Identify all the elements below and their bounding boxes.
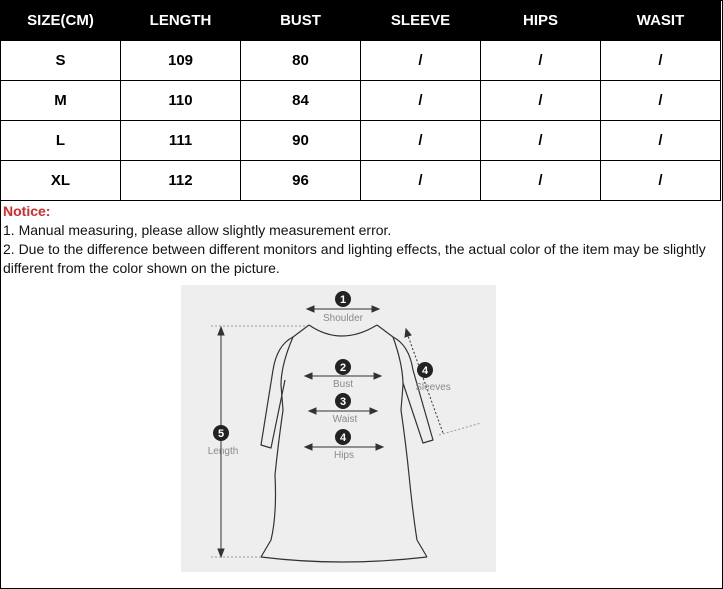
header-bust: BUST bbox=[241, 0, 361, 41]
cell-size: XL bbox=[1, 161, 121, 201]
header-hips: HIPS bbox=[481, 0, 601, 41]
hips-marker bbox=[334, 429, 354, 461]
cell-waist: / bbox=[601, 41, 721, 81]
length-marker bbox=[208, 425, 239, 457]
dress-illustration bbox=[181, 285, 496, 572]
svg-text:Waist: Waist bbox=[332, 414, 358, 425]
table-row bbox=[1, 41, 721, 81]
cell-waist: / bbox=[601, 81, 721, 121]
cell-bust: 96 bbox=[241, 161, 361, 201]
cell-size: M bbox=[1, 81, 121, 121]
cell-hips: / bbox=[481, 121, 601, 161]
sleeves-marker bbox=[415, 362, 451, 393]
waist-marker bbox=[333, 393, 358, 425]
cell-sleeve: / bbox=[361, 161, 481, 201]
cell-size: S bbox=[1, 41, 121, 81]
cell-bust: 84 bbox=[241, 81, 361, 121]
cell-sleeve: / bbox=[361, 121, 481, 161]
notice-title: Notice: bbox=[3, 203, 51, 219]
cell-sleeve: / bbox=[361, 41, 481, 81]
cell-length: 109 bbox=[121, 41, 241, 81]
svg-text:1: 1 bbox=[339, 294, 347, 306]
cell-waist: / bbox=[601, 121, 721, 161]
measurement-diagram bbox=[181, 285, 496, 572]
cell-sleeve: / bbox=[361, 81, 481, 121]
svg-text:3: 3 bbox=[339, 396, 347, 408]
svg-text:Shoulder: Shoulder bbox=[322, 313, 364, 324]
notice-line-1: 1. Manual measuring, please allow slightly measurement error. bbox=[3, 222, 392, 238]
table-header-row bbox=[1, 0, 721, 41]
size-chart-table bbox=[0, 0, 721, 201]
svg-text:Length: Length bbox=[207, 446, 239, 457]
cell-length: 111 bbox=[121, 121, 241, 161]
header-sleeve: SLEEVE bbox=[361, 0, 481, 41]
cell-hips: / bbox=[481, 81, 601, 121]
header-size: SIZE(CM) bbox=[1, 0, 121, 41]
cell-length: 112 bbox=[121, 161, 241, 201]
cell-hips: / bbox=[481, 41, 601, 81]
header-waist: WASIT bbox=[601, 0, 721, 41]
header-length: LENGTH bbox=[121, 0, 241, 41]
notice-block bbox=[3, 202, 719, 278]
table-row bbox=[1, 161, 721, 201]
svg-text:Bust: Bust bbox=[332, 379, 354, 390]
svg-text:Hips: Hips bbox=[333, 450, 355, 461]
svg-text:4: 4 bbox=[339, 432, 347, 444]
svg-text:4: 4 bbox=[421, 365, 429, 377]
cell-waist: / bbox=[601, 161, 721, 201]
svg-text:2: 2 bbox=[339, 362, 347, 374]
svg-text:5: 5 bbox=[217, 428, 225, 440]
shoulder-marker bbox=[323, 291, 364, 324]
length-measure-line bbox=[211, 326, 307, 557]
cell-bust: 80 bbox=[241, 41, 361, 81]
table-row bbox=[1, 121, 721, 161]
notice-line-2: 2. Due to the difference between different monitors and lighting effects, the actual color of the item may be slightly different from the color shown on the picture. bbox=[3, 241, 706, 276]
svg-text:Sleeves: Sleeves bbox=[415, 382, 451, 393]
cell-size: L bbox=[1, 121, 121, 161]
cell-length: 110 bbox=[121, 81, 241, 121]
table-row bbox=[1, 81, 721, 121]
cell-hips: / bbox=[481, 161, 601, 201]
cell-bust: 90 bbox=[241, 121, 361, 161]
bust-marker bbox=[333, 359, 353, 390]
